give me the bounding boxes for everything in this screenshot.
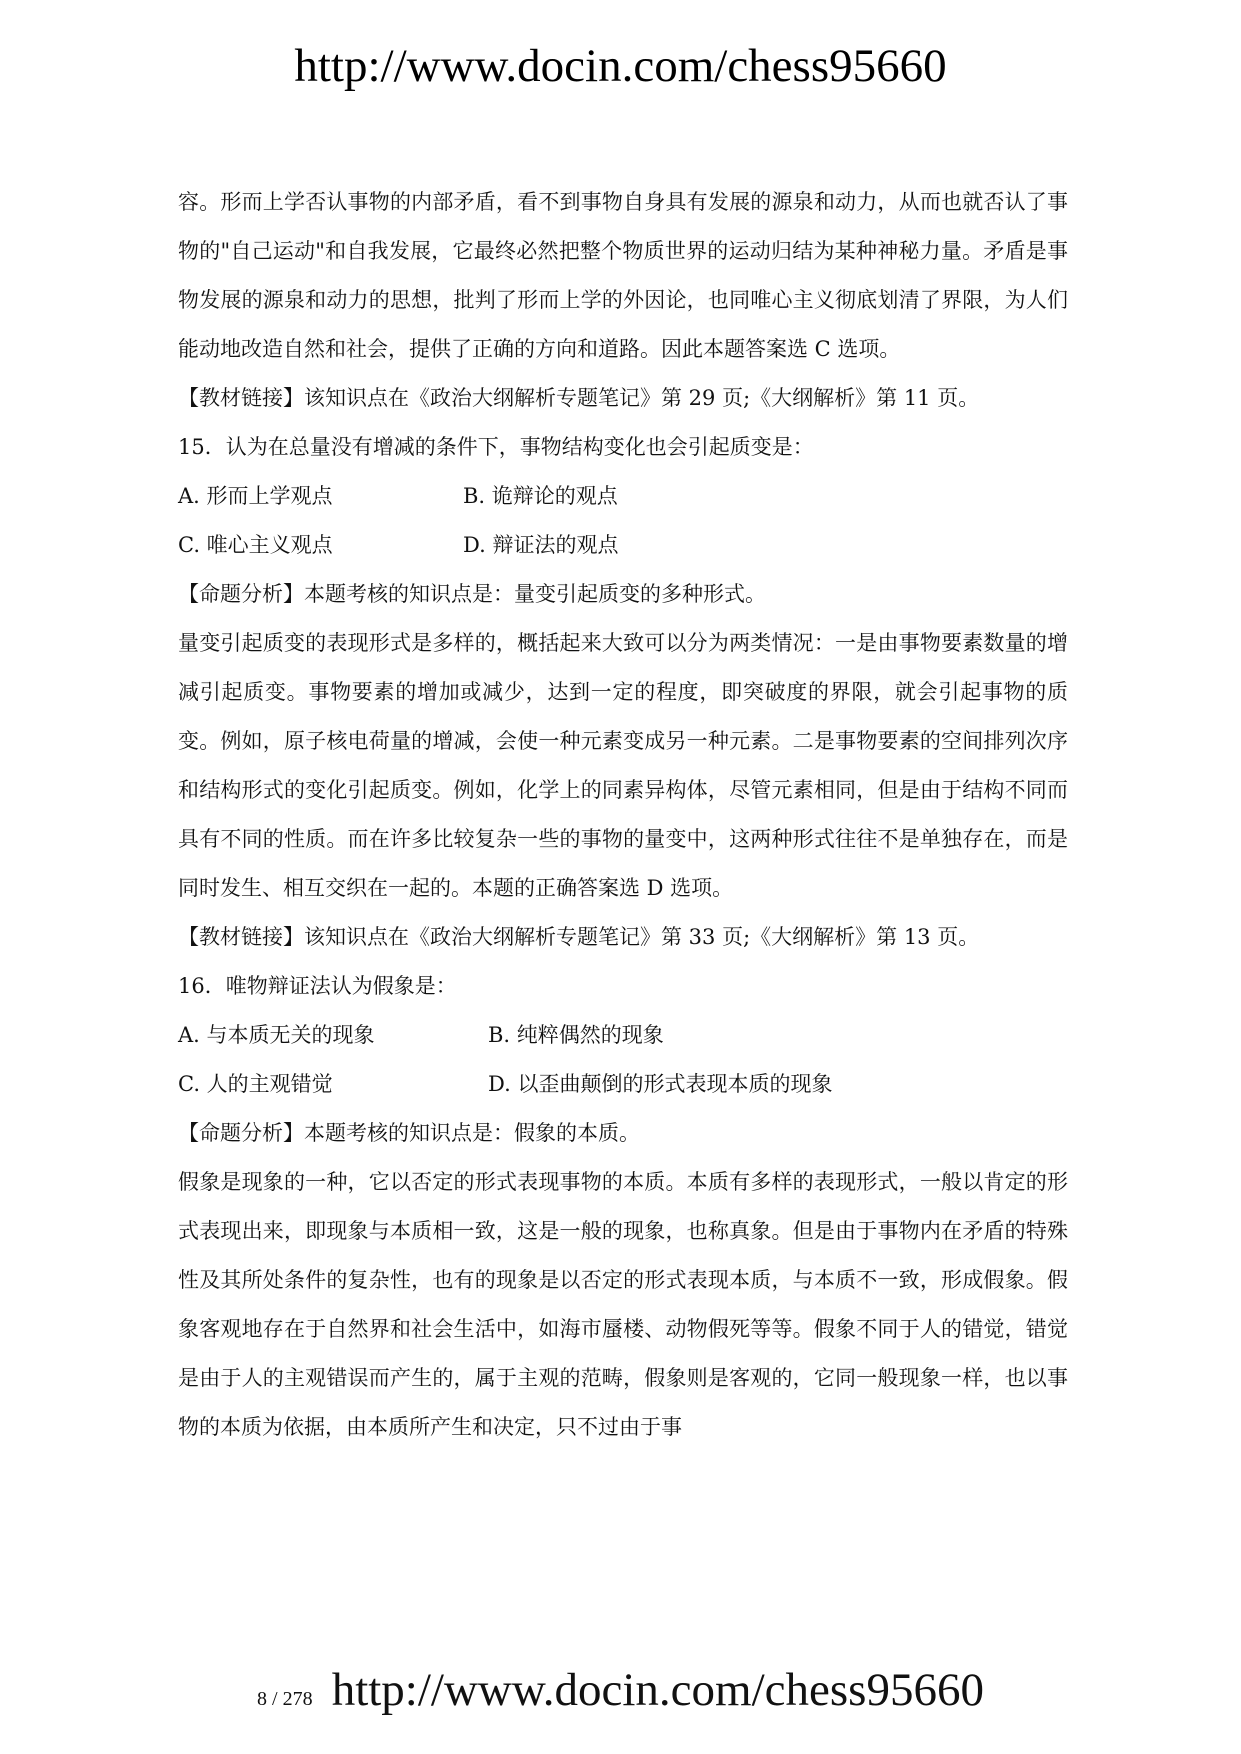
question-15-options-row-2 xyxy=(178,521,1068,570)
header-url: http://www.docin.com/chess95660 xyxy=(294,40,947,92)
question-15-option-d: D. 辩证法的观点 xyxy=(463,533,619,557)
question-15-analysis-heading: 【命题分析】本题考核的知识点是：量变引起质变的多种形式。 xyxy=(178,582,766,606)
question-15-analysis: 量变引起质变的表现形式是多样的，概括起来大致可以分为两类情况：一是由事物要素数量的增减引起质变。事物要素的增加或减少，达到一定的程度，即突破度的界限，就会引起事物的质变。例如，原子核电荷量的增减，会使一种元素变成另一种元素。二是事物要素的空间排列次序和结构形式的变化引起质变。例如，化学上的同素异构体，尽管元素相同，但是由于结构不同而具有不同的性质。而在许多比较复杂一些的事物的量变中，这两种形式往往不是单独存在，而是同时发生、相互交织在一起的。本题的正确答案选 D 选项。 xyxy=(178,631,1068,900)
paragraph-continuation: 容。形而上学否认事物的内部矛盾，看不到事物自身具有发展的源泉和动力，从而也就否认了事物的"自己运动"和自我发展，它最终必然把整个物质世界的运动归结为某种神秘力量。矛盾是事物发展的源泉和动力的思想，批判了形而上学的外因论，也同唯心主义彻底划清了界限，为人们能动地改造自然和社会，提供了正确的方向和道路。因此本题答案选 C 选项。 xyxy=(178,190,1068,361)
question-15-option-b: B. 诡辩论的观点 xyxy=(463,484,618,508)
question-16-option-d: D. 以歪曲颠倒的形式表现本质的现象 xyxy=(488,1072,833,1096)
textbook-link-14: 【教材链接】该知识点在《政治大纲解析专题笔记》第 29 页;《大纲解析》第 11 页。 xyxy=(178,386,980,410)
footer-url: http://www.docin.com/chess95660 xyxy=(331,1664,984,1716)
question-16-options-row-1 xyxy=(178,1011,1068,1060)
textbook-link-15: 【教材链接】该知识点在《政治大纲解析专题笔记》第 33 页;《大纲解析》第 13 页。 xyxy=(178,925,980,949)
question-16-option-a: A. 与本质无关的现象 xyxy=(178,1023,375,1047)
page-footer xyxy=(0,1662,1241,1718)
question-15-option-a: A. 形而上学观点 xyxy=(178,484,333,508)
question-16-option-b: B. 纯粹偶然的现象 xyxy=(488,1023,664,1047)
question-15-options-row-1 xyxy=(178,472,1068,521)
question-16-analysis-heading: 【命题分析】本题考核的知识点是：假象的本质。 xyxy=(178,1121,640,1145)
document-body xyxy=(178,178,1068,1452)
question-16-option-c: C. 人的主观错觉 xyxy=(178,1072,333,1096)
question-16: 16．唯物辩证法认为假象是： xyxy=(178,974,457,998)
question-15: 15．认为在总量没有增减的条件下，事物结构变化也会引起质变是： xyxy=(178,435,814,459)
question-16-analysis: 假象是现象的一种，它以否定的形式表现事物的本质。本质有多样的表现形式，一般以肯定的形式表现出来，即现象与本质相一致，这是一般的现象，也称真象。但是由于事物内在矛盾的特殊性及其所处条件的复杂性，也有的现象是以否定的形式表现本质，与本质不一致，形成假象。假象客观地存在于自然界和社会生活中，如海市蜃楼、动物假死等等。假象不同于人的错觉，错觉是由于人的主观错误而产生的，属于主观的范畴，假象则是客观的，它同一般现象一样，也以事物的本质为依据，由本质所产生和决定，只不过由于事 xyxy=(178,1170,1068,1439)
question-16-options-row-2 xyxy=(178,1060,1068,1109)
question-15-option-c: C. 唯心主义观点 xyxy=(178,533,333,557)
page-number: 8 / 278 xyxy=(257,1688,313,1710)
